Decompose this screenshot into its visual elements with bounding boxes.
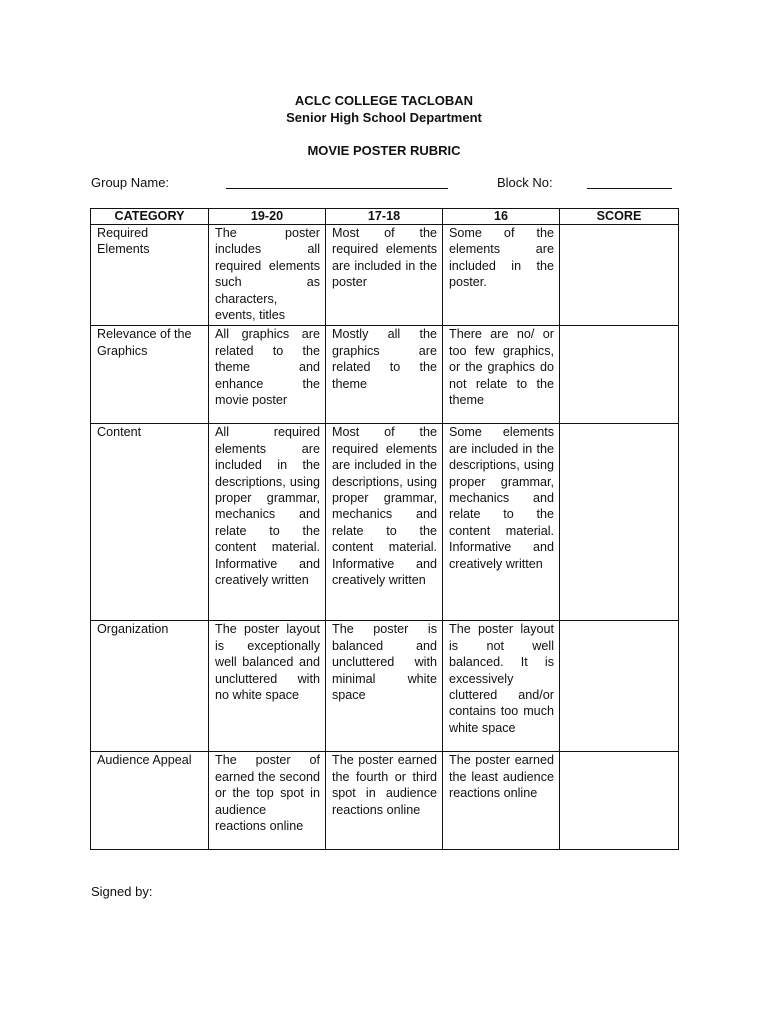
score-cell[interactable] bbox=[560, 225, 679, 326]
category-cell: Content bbox=[91, 424, 209, 621]
document-title: MOVIE POSTER RUBRIC bbox=[307, 143, 461, 158]
category-cell: Required Elements bbox=[91, 225, 209, 326]
criteria-cell-16: Some of the elements are included in the poster. bbox=[443, 225, 560, 326]
criteria-cell-17-18: Most of the required elements are included in the poster bbox=[326, 225, 443, 326]
criteria-cell-19-20: The poster of earned the second or the top spot in audience reactions online bbox=[209, 752, 326, 850]
table-row bbox=[91, 752, 679, 850]
criteria-cell-17-18: The poster is balanced and uncluttered with minimal white space bbox=[326, 621, 443, 752]
school-name: ACLC COLLEGE TACLOBAN bbox=[294, 93, 474, 108]
header-19-20: 19-20 bbox=[209, 209, 326, 225]
block-no-line bbox=[587, 188, 672, 189]
table-row bbox=[91, 326, 679, 424]
category-cell: Organization bbox=[91, 621, 209, 752]
criteria-cell-16: There are no/ or too few graphics, or the graphics do not relate to the theme bbox=[443, 326, 560, 424]
header-score: SCORE bbox=[560, 209, 679, 225]
criteria-cell-17-18: The poster earned the fourth or third spot in audience reactions online bbox=[326, 752, 443, 850]
criteria-cell-19-20: The poster includes all required elements such as characters, events, titles bbox=[209, 225, 326, 326]
header-category: CATEGORY bbox=[91, 209, 209, 225]
block-no-label: Block No: bbox=[497, 175, 553, 190]
score-cell[interactable] bbox=[560, 326, 679, 424]
score-cell[interactable] bbox=[560, 424, 679, 621]
score-cell[interactable] bbox=[560, 621, 679, 752]
criteria-cell-19-20: All required elements are included in the descriptions, using proper grammar, mechanics and relate to the content material. Informative and creatively written bbox=[209, 424, 326, 621]
criteria-cell-19-20: All graphics are related to the theme and enhance the movie poster bbox=[209, 326, 326, 424]
signed-by-label: Signed by: bbox=[91, 884, 153, 899]
criteria-cell-16: Some elements are included in the descriptions, using proper grammar, mechanics and relate to the content material. Informative and creatively written bbox=[443, 424, 560, 621]
criteria-cell-16: The poster earned the least audience reactions online bbox=[443, 752, 560, 850]
group-name-label: Group Name: bbox=[91, 175, 170, 190]
department-name: Senior High School Department bbox=[286, 110, 482, 125]
criteria-cell-17-18: Most of the required elements are included in the descriptions, using proper grammar, mechanics and relate to the content material. Informative and creatively written bbox=[326, 424, 443, 621]
header-17-18: 17-18 bbox=[326, 209, 443, 225]
table-row bbox=[91, 225, 679, 326]
category-cell: Audience Appeal bbox=[91, 752, 209, 850]
header-row bbox=[91, 209, 679, 225]
rubric-table bbox=[90, 208, 679, 850]
score-cell[interactable] bbox=[560, 752, 679, 850]
category-cell: Relevance of the Graphics bbox=[91, 326, 209, 424]
criteria-cell-17-18: Mostly all the graphics are related to the theme bbox=[326, 326, 443, 424]
criteria-cell-19-20: The poster layout is exceptionally well balanced and uncluttered with no white space bbox=[209, 621, 326, 752]
header-16: 16 bbox=[443, 209, 560, 225]
table-row bbox=[91, 621, 679, 752]
table-row bbox=[91, 424, 679, 621]
criteria-cell-16: The poster layout is not well balanced. It is excessively cluttered and/or contains too much white space bbox=[443, 621, 560, 752]
group-name-line bbox=[226, 188, 448, 189]
